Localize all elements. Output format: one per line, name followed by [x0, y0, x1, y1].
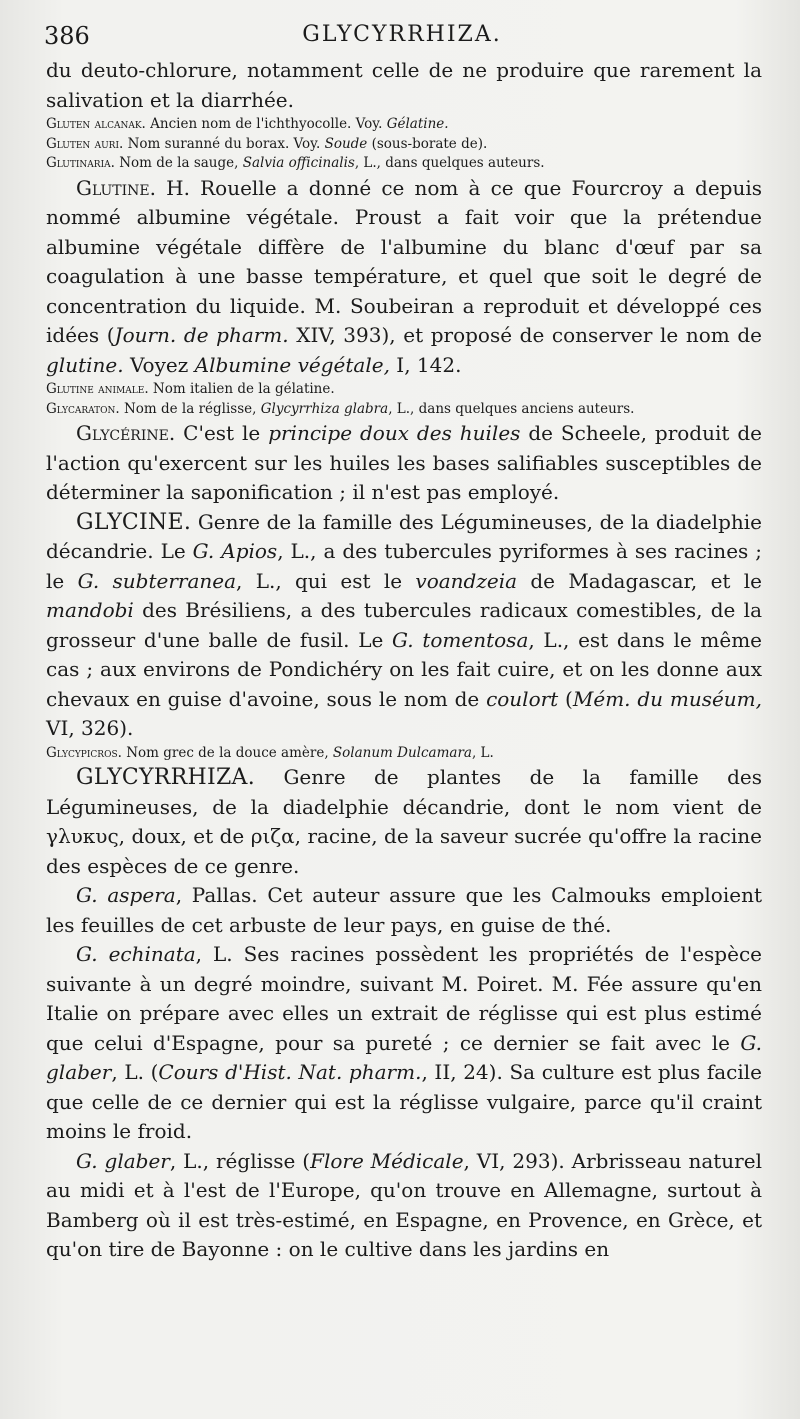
- species-aspera: G. aspera, Pallas. Cet auteur assure que les Calmouks emploient les feuilles de cet arbuste de leur pays, en guise de thé.: [46, 883, 762, 937]
- entry-headword: GLYCINE.: [76, 509, 192, 535]
- running-title: GLYCYRRHIZA.: [302, 22, 502, 47]
- greek-word: ριζα: [250, 824, 295, 848]
- page-body: [46, 56, 762, 1265]
- entry-glycypicros: Glycypicros. Nom grec de la douce amère, Solanum Dulcamara, L.: [46, 744, 494, 761]
- entry-headword: Glycaraton.: [46, 400, 120, 417]
- entry-glycine: GLYCINE. Genre de la famille des Légumineuses, de la diadelphie décandrie. Le G. Apios, L., a des tubercules pyriformes à ses racines ; le G. subterranea, L., qui est le voandzeia de Madagascar, et le mandobi des Brésiliens, a des tubercules radicaux comestibles, de la grosseur d'une balle de fusil. Le G. tomentosa, L., est dans le même cas ; aux environs de Pondichéry on les fait cuire, et on les donne aux chevaux en guise d'avoine, sous le nom de coulort (Mém. du muséum, VI, 326).: [46, 509, 763, 740]
- entry-headword: Gluten alcanak.: [46, 116, 146, 132]
- entry-headword: Glutine animale.: [46, 381, 149, 397]
- entry-headword: Gluten auri.: [46, 135, 124, 152]
- entry-headword: Glycérine.: [76, 421, 176, 445]
- entry-glycyrrhiza: GLYCYRRHIZA. Genre de plantes de la famille des Légumineuses, de la diadelphie décandrie, dont le nom vient de γλυκυς, doux, et de ριζα, racine, de la saveur sucrée qu'offre la racine des espèces de ce genre.: [46, 765, 762, 878]
- species-echinata: G. echinata, L. Ses racines possèdent les propriétés de l'espèce suivante à un degré moindre, suivant M. Poiret. M. Fée assure qu'en Italie on prépare avec elles un extrait de réglisse qui est plus estimé que celui d'Espagne, pour sa pureté ; ce dernier se fait avec le G. glaber, L. (Cours d'Hist. Nat. pharm., II, 24). Sa culture est plus facile que celle de ce dernier qui est la réglisse vulgaire, parce qu'il craint moins le froid.: [46, 942, 763, 1143]
- species-glaber: G. glaber, L., réglisse (Flore Médicale, VI, 293). Arbrisseau naturel au midi et à l'est de l'Europe, qu'on trouve en Allemagne, surtout à Bamberg où il est très-estimé, en Espagne, en Provence, en Grèce, et qu'on tire de Bayonne : on le cultive dans les jardins en: [46, 1148, 762, 1261]
- entry-headword: Glutinaria.: [46, 155, 115, 171]
- entry-gluten-auri: Gluten auri. Nom suranné du borax. Voy. Soude (sous-borate de).: [46, 135, 488, 152]
- entry-headword: Glycypicros.: [46, 744, 122, 761]
- entry-glutine-animale: Glutine animale. Nom italien de la gélatine.: [46, 381, 335, 397]
- page-number: 386: [44, 22, 90, 50]
- entry-headword: GLYCYRRHIZA.: [76, 765, 256, 790]
- continued-paragraph: du deuto-chlorure, notamment celle de ne produire que rarement la salivation et la diarrhée.: [46, 58, 762, 112]
- entry-headword: Glutine.: [76, 175, 157, 200]
- page-header: [44, 22, 760, 56]
- entry-gluten-alcanak: Gluten alcanak. Ancien nom de l'ichthyocolle. Voy. Gélatine.: [46, 116, 449, 132]
- entry-glutinaria: Glutinaria. Nom de la sauge, Salvia officinalis, L., dans quelques auteurs.: [46, 155, 545, 171]
- entry-glutine: Glutine. H. Rouelle a donné ce nom à ce que Fourcroy a depuis nommé albumine végétale. Proust a fait voir que la prétendue albumine végétale diffère de l'albumine du blanc d'œuf par sa coagulation à une basse température, et quel que soit le degré de concentration du liquide. M. Soubeiran a reproduit et développé ces idées (Journ. de pharm. XIV, 393), et proposé de conserver le nom de glutine. Voyez Albumine végétale, I, 142.: [46, 175, 762, 377]
- greek-word: γλυκυς: [46, 824, 119, 848]
- entry-glycerine: Glycérine. C'est le principe doux des huiles de Scheele, produit de l'action qu'exercent sur les huiles les bases salifiables susceptibles de déterminer la saponification ; il n'est pas employé.: [46, 421, 762, 504]
- entry-glycaraton: Glycaraton. Nom de la réglisse, Glycyrrhiza glabra, L., dans quelques anciens auteurs.: [46, 400, 635, 417]
